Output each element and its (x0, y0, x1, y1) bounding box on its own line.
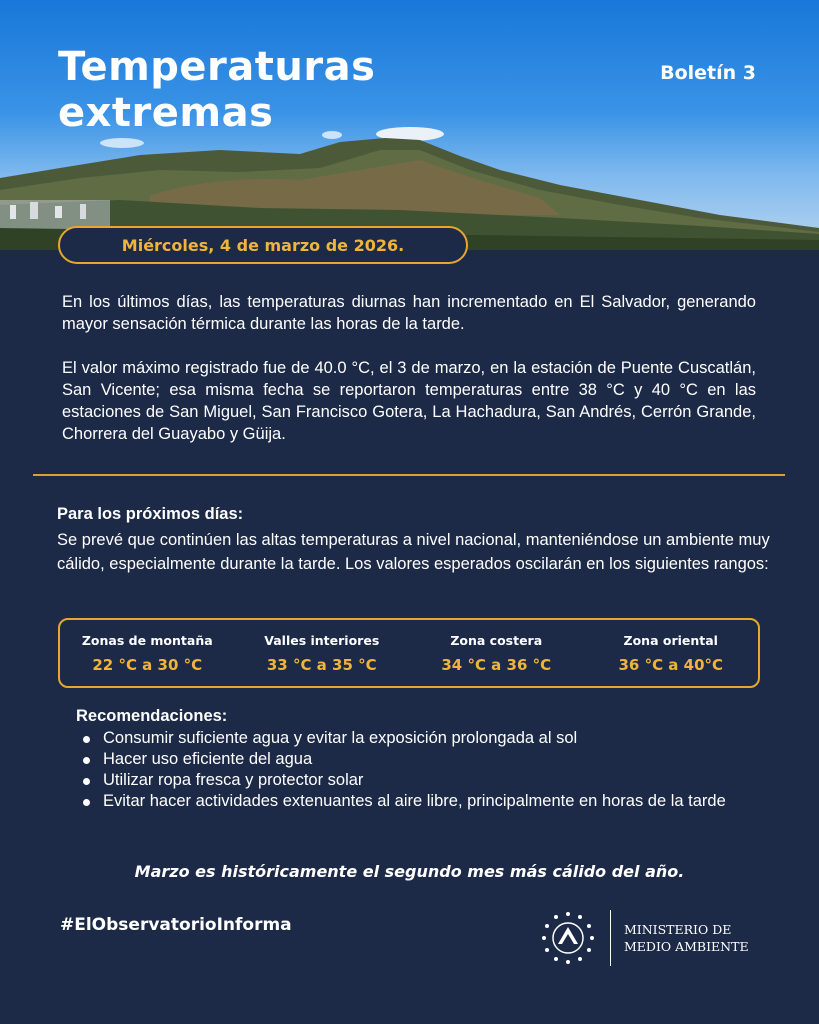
section-divider (33, 474, 785, 476)
ministry-line-1: MINISTERIO DE (624, 922, 732, 937)
temperature-zones-box (58, 618, 760, 688)
recommendations-list (80, 728, 730, 812)
hero-banner (0, 0, 819, 250)
hashtag: #ElObservatorioInforma (60, 915, 292, 935)
closing-statement: Marzo es históricamente el segundo mes más cálido del año. (134, 862, 685, 881)
zone-name: Zonas de montaña (81, 632, 213, 648)
footer-separator (610, 910, 611, 966)
zone-range: 36 °C a 40°C (618, 655, 724, 674)
recommendation-item: Consumir suficiente agua y evitar la exposición prolongada al sol (80, 728, 730, 749)
national-seal-icon (540, 910, 596, 966)
ministry-logo-text (624, 921, 749, 955)
date-badge: Miércoles, 4 de marzo de 2026. (58, 226, 468, 264)
ministry-line-2: MEDIO AMBIENTE (624, 939, 749, 954)
page-title (58, 44, 375, 136)
recommendations-title: Recomendaciones: (76, 707, 228, 725)
zone-range: 33 °C a 35 °C (266, 655, 377, 674)
zone-range: 22 °C a 30 °C (92, 655, 203, 674)
zone-coastal (409, 620, 584, 686)
zone-valleys (235, 620, 410, 686)
outlook-text: Se prevé que continúen las altas temperaturas a nivel nacional, manteniéndose un ambiente muy cálido, especialmente durante la tarde. Los valores esperados oscilarán en los siguientes rangos: (57, 531, 770, 573)
title-line-2: extremas (58, 90, 274, 136)
zone-name: Zona oriental (623, 632, 718, 648)
title-line-1: Temperaturas (58, 44, 376, 90)
zone-eastern (584, 620, 759, 686)
intro-paragraph-1: En los últimos días, las temperaturas diurnas han incrementado en El Salvador, generando mayor sensación térmica durante las horas de la tarde. (62, 293, 756, 333)
bulletin-label: Boletín 3 (660, 62, 756, 84)
recommendation-item: Utilizar ropa fresca y protector solar (80, 770, 730, 791)
zone-name: Valles interiores (264, 632, 380, 648)
zone-name: Zona costera (450, 632, 543, 648)
recommendation-item: Evitar hacer actividades extenuantes al aire libre, principalmente en horas de la tarde (80, 791, 730, 812)
zone-mountain (60, 620, 235, 686)
intro-paragraph-2: El valor máximo registrado fue de 40.0 °C, el 3 de marzo, en la estación de Puente Cuscatlán, San Vicente; esa misma fecha se reportaron temperaturas entre 38 °C y 40 °C en las estaciones de San Miguel, San Francisco Gotera, La Hachadura, San Andrés, Cerrón Grande, Chorrera del Guayabo y Güija. (62, 359, 756, 443)
recommendation-item: Hacer uso eficiente del agua (80, 749, 730, 770)
outlook-title: Para los próximos días: (57, 505, 244, 523)
zone-range: 34 °C a 36 °C (441, 655, 552, 674)
